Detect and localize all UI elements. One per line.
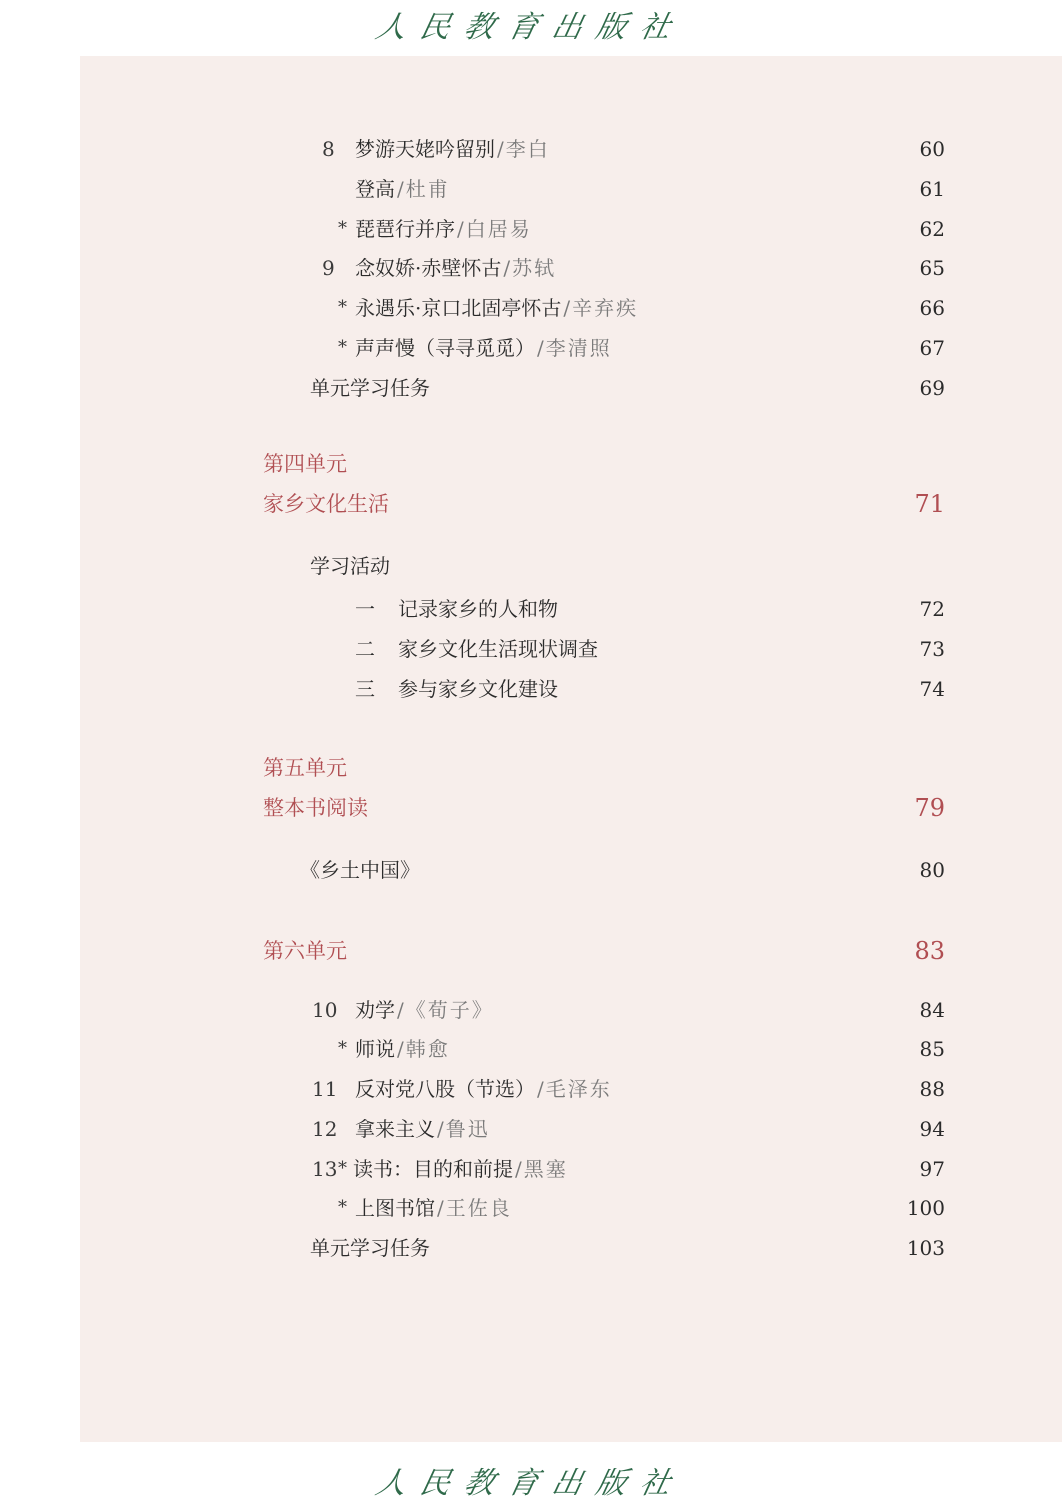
- publisher-mark: 人民教育出版社: [372, 10, 688, 45]
- unit-label: 第五单元: [263, 756, 347, 780]
- toc-entry[interactable]: 12 拿来主义 / 鲁迅 94: [0, 1109, 1062, 1149]
- star-mark: *: [338, 337, 347, 358]
- activity-heading: [0, 546, 1062, 586]
- lesson-title: 师说: [355, 1037, 395, 1061]
- page-number: 88: [919, 1077, 945, 1101]
- lesson-title: 永遇乐·京口北固亭怀古: [355, 296, 562, 320]
- toc-entry[interactable]: * 师说 / 韩愈 85: [0, 1029, 1062, 1069]
- toc-entry[interactable]: * 声声慢（寻寻觅觅） / 李清照 67: [0, 328, 1062, 368]
- lesson-title: 声声慢（寻寻觅觅）: [355, 336, 535, 360]
- page-number: 69: [919, 376, 945, 400]
- lesson-author: 辛弃疾: [572, 296, 639, 320]
- lesson-number: 10: [312, 998, 338, 1022]
- lesson-author: 黑塞: [523, 1157, 568, 1181]
- lesson-author: 杜甫: [405, 177, 450, 201]
- publisher-logo-top: [0, 0, 1062, 48]
- star-mark: *: [338, 218, 347, 239]
- toc-entry[interactable]: 10 劝学 / 《荀子》 84: [0, 990, 1062, 1030]
- unit-title-entry[interactable]: [0, 931, 1062, 971]
- toc-entry[interactable]: * 琵琶行并序 / 白居易 62: [0, 209, 1062, 249]
- page-number: 60: [919, 137, 945, 161]
- page-number: 103: [906, 1236, 945, 1260]
- star-mark: *: [338, 1038, 347, 1059]
- lesson-number: 11: [312, 1077, 338, 1101]
- unit-heading: [0, 748, 1062, 788]
- toc-entry[interactable]: 13 * 读书：目的和前提 / 黑塞 97: [0, 1149, 1062, 1189]
- page-number: 66: [919, 296, 945, 320]
- lesson-title: 念奴娇·赤壁怀古: [355, 256, 502, 280]
- lesson-author: 白居易: [465, 217, 532, 241]
- lesson-title: 劝学: [355, 998, 395, 1022]
- toc-entry[interactable]: 11 反对党八股（节选） / 毛泽东 88: [0, 1069, 1062, 1109]
- lesson-author: 《荀子》: [405, 998, 494, 1022]
- lesson-title: 上图书馆: [355, 1196, 435, 1220]
- lesson-author: 苏轼: [512, 256, 557, 280]
- activity-title: 参与家乡文化建设: [398, 677, 558, 701]
- lesson-number: 12: [312, 1117, 338, 1141]
- activity-number: 一: [355, 597, 375, 621]
- star-mark: *: [338, 1158, 347, 1179]
- publisher-logo-bottom: [0, 1456, 1062, 1504]
- unit-title: 家乡文化生活: [263, 492, 389, 516]
- lesson-title: 梦游天姥吟留别: [355, 137, 495, 161]
- page-number: 94: [919, 1117, 945, 1141]
- unit-page-number: 79: [914, 794, 945, 822]
- unit-task-entry[interactable]: [0, 1228, 1062, 1268]
- page-number: 61: [919, 177, 945, 201]
- publisher-mark: 人民教育出版社: [372, 1466, 688, 1501]
- toc-entry[interactable]: * 上图书馆 / 王佐良 100: [0, 1188, 1062, 1228]
- lesson-number: 13: [312, 1157, 338, 1181]
- activity-number: 二: [355, 637, 375, 661]
- toc-entry[interactable]: 8 梦游天姥吟留别 / 李白 60: [0, 129, 1062, 169]
- page-number: 72: [919, 597, 945, 621]
- lesson-title: 反对党八股（节选）: [355, 1077, 535, 1101]
- lesson-number: 8: [322, 137, 335, 161]
- unit-title-entry[interactable]: [0, 484, 1062, 524]
- page-number: 100: [906, 1196, 945, 1220]
- book-title: 《乡土中国》: [300, 858, 420, 882]
- page-number: 97: [919, 1157, 945, 1181]
- toc-entry[interactable]: * 永遇乐·京口北固亭怀古 / 辛弃疾 66: [0, 288, 1062, 328]
- lesson-author: 王佐良: [445, 1196, 512, 1220]
- lesson-author: 毛泽东: [545, 1077, 612, 1101]
- lesson-title: 琵琶行并序: [355, 217, 455, 241]
- unit-label: 第六单元: [263, 939, 347, 963]
- page-number: 84: [919, 998, 945, 1022]
- page-number: 74: [919, 677, 945, 701]
- toc-entry[interactable]: 9 念奴娇·赤壁怀古 / 苏轼 65: [0, 248, 1062, 288]
- lesson-author: 鲁迅: [445, 1117, 490, 1141]
- activity-title: 记录家乡的人和物: [398, 597, 558, 621]
- page-number: 62: [919, 217, 945, 241]
- unit-label: 第四单元: [263, 452, 347, 476]
- lesson-title: 登高: [355, 177, 395, 201]
- lesson-author: 韩愈: [405, 1037, 450, 1061]
- toc-entry[interactable]: 登高 / 杜甫 61: [0, 169, 1062, 209]
- unit-task-entry[interactable]: [0, 368, 1062, 408]
- activity-number: 三: [355, 677, 375, 701]
- lesson-title: 拿来主义: [355, 1117, 435, 1141]
- star-mark: *: [338, 1197, 347, 1218]
- unit-page-number: 83: [914, 937, 945, 965]
- unit-title: 整本书阅读: [263, 796, 368, 820]
- activity-heading-label: 学习活动: [310, 554, 390, 578]
- page-number: 73: [919, 637, 945, 661]
- toc-entry[interactable]: [0, 629, 1062, 669]
- unit-page-number: 71: [914, 490, 945, 518]
- lesson-author: 李清照: [545, 336, 612, 360]
- unit-heading: [0, 444, 1062, 484]
- toc-entry[interactable]: [0, 589, 1062, 629]
- unit-title-entry[interactable]: [0, 788, 1062, 828]
- unit-task-label: 单元学习任务: [310, 376, 430, 400]
- lesson-title: 读书：目的和前提: [353, 1157, 513, 1181]
- page-number: 80: [919, 858, 945, 882]
- unit-task-label: 单元学习任务: [310, 1236, 430, 1260]
- page-number: 65: [919, 256, 945, 280]
- activity-title: 家乡文化生活现状调查: [398, 637, 598, 661]
- star-mark: *: [338, 297, 347, 318]
- page-number: 67: [919, 336, 945, 360]
- toc-entry[interactable]: [0, 669, 1062, 709]
- lesson-author: 李白: [505, 137, 550, 161]
- toc-entry[interactable]: [0, 850, 1062, 890]
- lesson-number: 9: [322, 256, 335, 280]
- page-number: 85: [919, 1037, 945, 1061]
